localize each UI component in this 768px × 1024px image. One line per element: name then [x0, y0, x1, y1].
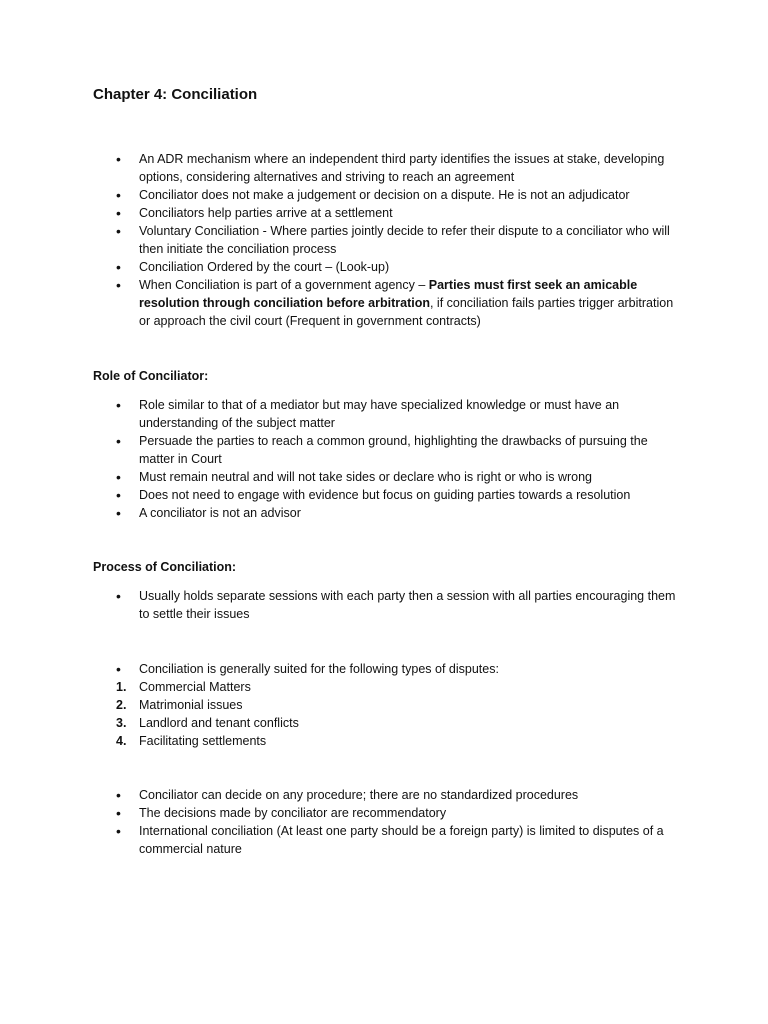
item-text: Facilitating settlements — [139, 734, 267, 748]
list-item: • Voluntary Conciliation - Where parties jointly decide to refer their dispute to a conciliator who will then initiate the conciliation process — [139, 222, 684, 258]
list-item: • Persuade the parties to reach a common ground, highlighting the drawbacks of pursuing the matter in Court — [139, 432, 684, 468]
item-number: 3. — [116, 716, 127, 730]
numbered-item — [116, 714, 684, 732]
process-heading: Process of Conciliation: — [93, 560, 237, 574]
item-text: Matrimonial issues — [139, 698, 243, 712]
list-item: • Usually holds separate sessions with each party then a session with all parties encouraging them to settle their issues — [139, 587, 684, 623]
list-item-bold-text: Parties must first seek an amicable resolution through conciliation before arbitration — [139, 278, 638, 310]
list-item: • A conciliator is not an advisor — [139, 504, 684, 522]
item-number: 4. — [116, 734, 127, 748]
list-item: • Does not need to engage with evidence but focus on guiding parties towards a resolution — [139, 486, 684, 504]
list-item: • Must remain neutral and will not take sides or declare who is right or who is wrong — [139, 468, 684, 486]
item-number: 2. — [116, 698, 127, 712]
list-item: • The decisions made by conciliator are recommendatory — [139, 804, 684, 822]
disputes-numbered-list — [116, 678, 684, 750]
numbered-item — [116, 678, 684, 696]
item-number: 1. — [116, 680, 127, 694]
list-item: • Conciliation Ordered by the court – (Look-up) — [139, 258, 684, 276]
list-item-text: When Conciliation is part of a government agency – — [139, 278, 429, 292]
role-heading: Role of Conciliator: — [93, 369, 209, 383]
list-item-text: , if conciliation fails parties trigger arbitration or approach the civil court (Frequent in government contracts) — [139, 296, 674, 328]
intro-list — [139, 150, 684, 330]
item-text: Landlord and tenant conflicts — [139, 716, 299, 730]
list-item — [139, 276, 684, 330]
closing-list — [139, 786, 684, 858]
disputes-lead-list — [139, 660, 684, 678]
numbered-item — [116, 696, 684, 714]
list-item: • Conciliators help parties arrive at a settlement — [139, 204, 684, 222]
item-text: Commercial Matters — [139, 680, 251, 694]
process-list — [139, 587, 684, 623]
chapter-title: Chapter 4: Conciliation — [93, 86, 258, 103]
numbered-item — [116, 732, 684, 750]
list-item: • Conciliator can decide on any procedure; there are no standardized procedures — [139, 786, 684, 804]
list-item: • International conciliation (At least one party should be a foreign party) is limited to disputes of a commercial nature — [139, 822, 684, 858]
list-item: • Role similar to that of a mediator but may have specialized knowledge or must have an understanding of the subject matter — [139, 396, 684, 432]
role-list — [139, 396, 684, 522]
list-item: • An ADR mechanism where an independent third party identifies the issues at stake, developing options, considering alternatives and striving to reach an agreement — [139, 150, 684, 186]
list-item: • Conciliation is generally suited for the following types of disputes: — [139, 660, 684, 678]
list-item: • Conciliator does not make a judgement or decision on a dispute. He is not an adjudicator — [139, 186, 684, 204]
